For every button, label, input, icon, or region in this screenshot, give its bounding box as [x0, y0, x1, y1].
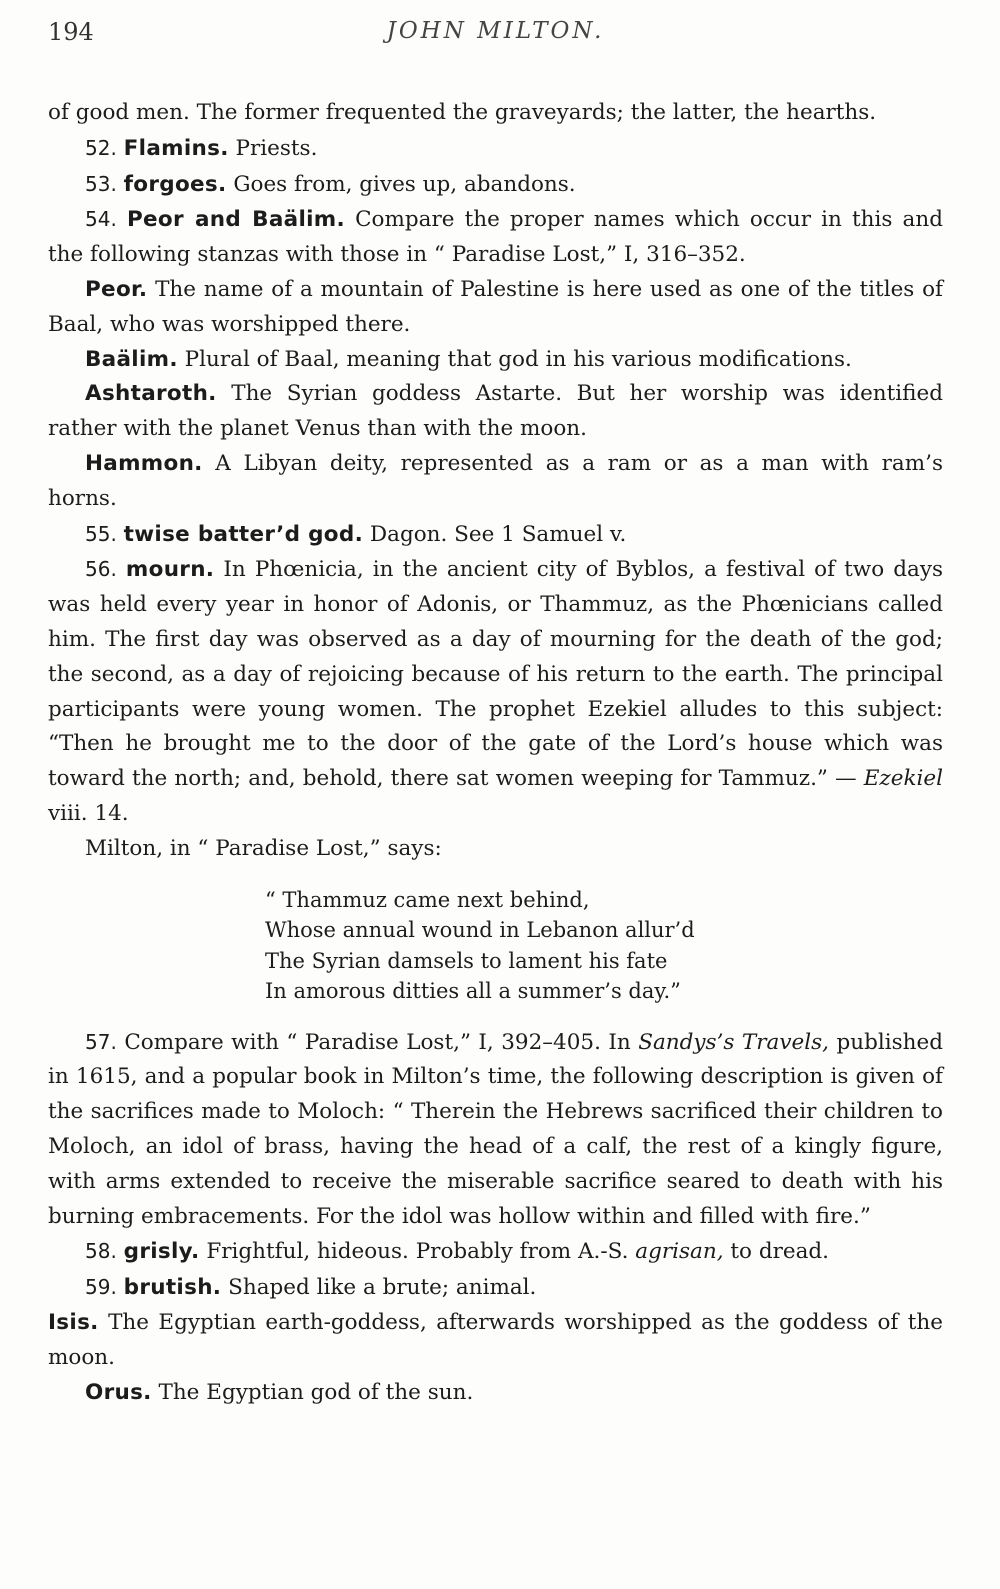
- note-54: 54. Peor and Baälim. Compare the proper names which occur in this and the following stanzas with those in “ Paradise Lost,” I, 316–352.: [48, 207, 943, 268]
- verse-line: Whose annual wound in Lebanon allur’d: [265, 918, 695, 943]
- note-isis: Isis. The Egyptian earth-goddess, afterwards worshipped as the goddess of the moon.: [48, 1309, 943, 1370]
- note-56: 56. mourn. In Phœnicia, in the ancient city of Byblos, a festival of two days was held every year in honor of Adonis, or Thammuz, as the Phœnicians called him. The first day was observed as a day of mourning for the death of the god; the second, as a day of rejoicing because of his return to the earth. The principal participants were young women. The prophet Ezekiel alludes to this subject: “Then he brought me to the door of the gate of the Lord’s house which was toward the north; and, behold, there sat women weeping for Tammuz.” — Ezekiel viii. 14.: [48, 557, 944, 826]
- note-52: 52. Flamins. Priests.: [85, 135, 318, 161]
- note-peor: Peor. The name of a mountain of Palestine is here used as one of the titles of Baal, who was worshipped there.: [48, 276, 943, 337]
- running-title: JOHN MILTON.: [386, 18, 605, 44]
- note-55: 55. twise batter’d god. Dagon. See 1 Samuel v.: [85, 521, 627, 547]
- verse-line: The Syrian damsels to lament his fate: [265, 948, 668, 973]
- continuation-paragraph: of good men. The former frequented the graveyards; the latter, the hearths.: [48, 100, 877, 125]
- book-page: [48, 18, 943, 1410]
- note-59: 59. brutish. Shaped like a brute; animal.: [85, 1275, 537, 1301]
- note-hammon: Hammon. A Libyan deity, represented as a ram or as a man with ram’s horns.: [48, 450, 943, 511]
- note-57: 57. Compare with “ Paradise Lost,” I, 392–405. In Sandys’s Travels, published in 1615, and a popular book in Milton’s time, the following description is given of the sacrifices made to Moloch: “ Therein the Hebrews sacrificed their children to Moloch, an idol of brass, having the head of a calf, the rest of a kingly figure, with arms extended to receive the miserable sacrifice seared to death with his burning embracements. For the idol was hollow within and filled with fire.”: [48, 1029, 943, 1229]
- page-number: 194: [48, 18, 94, 46]
- milton-says-line: Milton, in “ Paradise Lost,” says:: [85, 835, 442, 861]
- running-head: [48, 18, 943, 58]
- note-ashtaroth: Ashtaroth. The Syrian goddess Astarte. But her worship was identified rather with the planet Venus than with the moon.: [48, 381, 943, 442]
- note-53: 53. forgoes. Goes from, gives up, abandons.: [85, 171, 576, 197]
- note-orus: Orus. The Egyptian god of the sun.: [85, 1379, 474, 1405]
- verse-line: In amorous ditties all a summer’s day.”: [265, 979, 681, 1004]
- verse-quotation: [265, 885, 943, 1007]
- note-baalim: Baälim. Plural of Baal, meaning that god in his various modifications.: [85, 346, 852, 372]
- verse-line: “ Thammuz came next behind,: [265, 887, 590, 912]
- notes-body: [48, 96, 943, 1410]
- note-58: 58. grisly. Frightful, hideous. Probably from A.-S. agrisan, to dread.: [85, 1239, 830, 1265]
